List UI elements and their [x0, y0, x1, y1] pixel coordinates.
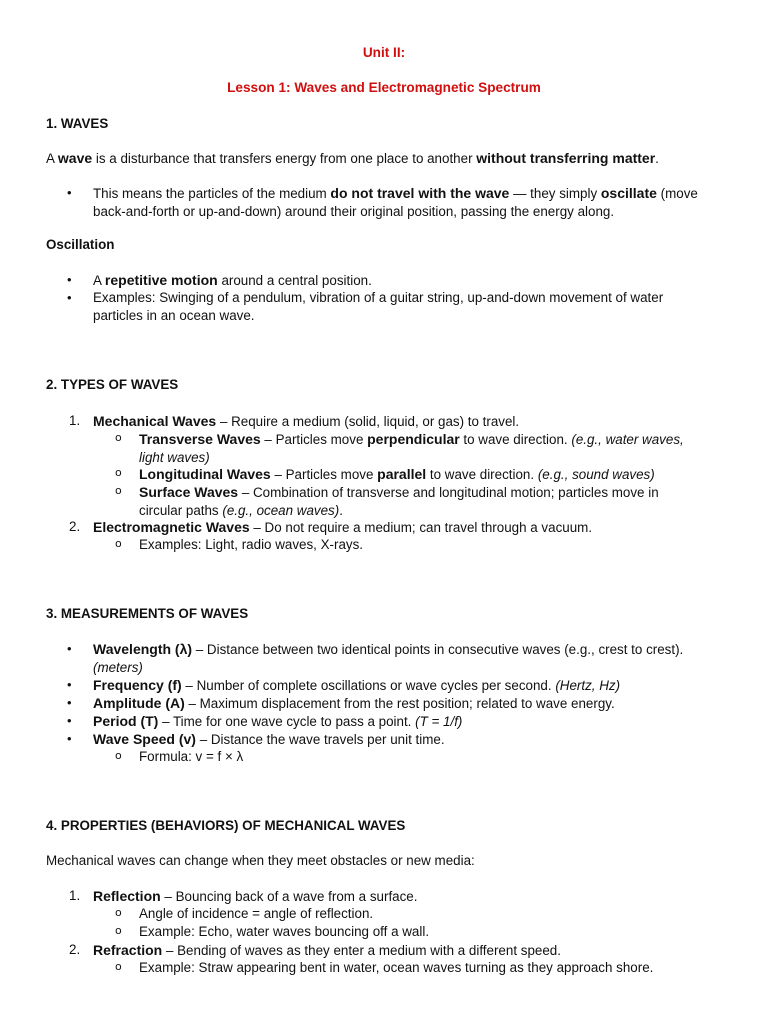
bullet-icon: • [67, 731, 72, 746]
sub-list-item [115, 748, 719, 766]
text: Examples: Light, radio waves, X-rays. [139, 537, 364, 552]
text: – Particles move [270, 467, 378, 482]
term: Period (T) [93, 713, 159, 729]
term-wave: wave [57, 150, 93, 166]
emphasis: without transferring matter [476, 150, 656, 166]
section-measurements-heading: 3. MEASUREMENTS OF WAVES [46, 606, 249, 621]
circle-bullet-icon: o [115, 924, 122, 937]
section-waves-heading: 1. WAVES [46, 116, 109, 131]
sub-list-item [115, 430, 719, 467]
circle-bullet-icon: o [115, 466, 122, 479]
text: . [339, 503, 343, 518]
emphasis: parallel [377, 466, 427, 482]
list-number: 1. [69, 888, 81, 903]
term: Wavelength (λ) [93, 641, 193, 657]
unit-title: Unit II: [362, 45, 406, 60]
unit: (Hertz, Hz) [555, 678, 621, 693]
text: Example: Echo, water waves bouncing off a wall. [139, 924, 430, 939]
text: A [93, 273, 105, 288]
text: Angle of incidence = angle of reflection. [139, 906, 374, 921]
lesson-title: Lesson 1: Waves and Electromagnetic Spectrum [227, 80, 541, 95]
bullet-icon: • [67, 695, 72, 710]
emphasis: oscillate [600, 185, 657, 201]
list-item [69, 941, 733, 960]
section-properties-heading: 4. PROPERTIES (BEHAVIORS) OF MECHANICAL WAVES [46, 818, 406, 833]
section-types-heading: 2. TYPES OF WAVES [46, 377, 179, 392]
term: Refraction [93, 942, 163, 958]
oscillation-heading: Oscillation [46, 237, 115, 252]
list-item [67, 712, 733, 731]
term: Mechanical Waves [93, 413, 217, 429]
formula: Formula: v = f × λ [139, 749, 244, 764]
term: Transverse Waves [139, 431, 261, 447]
text: – Bouncing back of a wave from a surface. [160, 889, 418, 904]
bullet-icon: • [67, 272, 72, 287]
sub-list-item [115, 905, 719, 923]
text: . [655, 151, 659, 166]
text: – Distance the wave travels per unit time. [195, 732, 445, 747]
term: Wave Speed (v) [93, 731, 196, 747]
unit: (T = 1/f) [415, 714, 463, 729]
bullet-icon: • [67, 290, 72, 305]
text: around a central position. [217, 273, 372, 288]
term: Electromagnetic Waves [93, 519, 250, 535]
text: Examples: Swinging of a pendulum, vibration of a guitar string, up-and-down movement of water [93, 290, 664, 305]
list-item [67, 271, 733, 290]
circle-bullet-icon: o [115, 431, 122, 444]
list-number: 2. [69, 519, 81, 534]
list-number: 2. [69, 942, 81, 957]
text: to wave direction. [459, 432, 572, 447]
unit: (meters) [93, 660, 143, 675]
term: Reflection [93, 888, 161, 904]
text: circular paths [139, 503, 223, 518]
list-item [67, 730, 733, 749]
term: Frequency (f) [93, 677, 182, 693]
list-item [67, 676, 733, 695]
text: to wave direction. [426, 467, 538, 482]
term: Surface Waves [139, 484, 239, 500]
list-item [69, 887, 733, 906]
term: Amplitude (A) [93, 695, 185, 711]
text: This means the particles of the medium [93, 186, 331, 201]
text: back-and-forth or up-and-down) around their original position, passing the energy along. [93, 204, 615, 219]
example: (e.g., water waves, [571, 432, 684, 447]
text: – Number of complete oscillations or wave cycles per second. [181, 678, 556, 693]
text: particles in an ocean wave. [93, 308, 255, 323]
circle-bullet-icon: o [115, 906, 122, 919]
term: Longitudinal Waves [139, 466, 271, 482]
circle-bullet-icon: o [115, 960, 122, 973]
list-item [67, 640, 733, 677]
sub-list-item [115, 536, 719, 554]
circle-bullet-icon: o [115, 484, 122, 497]
list-item [69, 412, 733, 431]
text: (move [656, 186, 698, 201]
list-item [67, 184, 733, 221]
text: – Do not require a medium; can travel through a vacuum. [249, 520, 593, 535]
list-item [67, 694, 733, 713]
list-item [67, 289, 733, 325]
properties-intro: Mechanical waves can change when they meet obstacles or new media: [46, 853, 475, 868]
text: – Bending of waves as they enter a medium with a different speed. [162, 943, 561, 958]
text: – Combination of transverse and longitudinal motion; particles move in [238, 485, 659, 500]
bullet-icon: • [67, 185, 72, 200]
sub-list-item [115, 465, 719, 484]
emphasis: repetitive motion [104, 272, 218, 288]
circle-bullet-icon: o [115, 749, 122, 762]
text: – Particles move [260, 432, 368, 447]
text: – Require a medium (solid, liquid, or gas) to travel. [216, 414, 520, 429]
text: A [46, 151, 58, 166]
wave-definition [46, 149, 736, 168]
bullet-icon: • [67, 641, 72, 656]
list-number: 1. [69, 413, 81, 428]
emphasis: do not travel with the wave [330, 185, 510, 201]
example: (e.g., ocean waves) [222, 503, 340, 518]
sub-list-item [115, 923, 719, 941]
list-item [69, 518, 733, 537]
bullet-icon: • [67, 677, 72, 692]
example: (e.g., sound waves) [537, 467, 655, 482]
text: – Distance between two identical points in consecutive waves (e.g., crest to crest). [192, 642, 684, 657]
sub-list-item [115, 483, 719, 520]
text: – Maximum displacement from the rest position; related to wave energy. [184, 696, 615, 711]
text: is a disturbance that transfers energy from one place to another [92, 151, 477, 166]
circle-bullet-icon: o [115, 537, 122, 550]
text: Example: Straw appearing bent in water, ocean waves turning as they approach shore. [139, 960, 654, 975]
sub-list-item [115, 959, 719, 977]
text: – Time for one wave cycle to pass a point. [158, 714, 416, 729]
bullet-icon: • [67, 713, 72, 728]
text: — they simply [509, 186, 601, 201]
emphasis: perpendicular [367, 431, 460, 447]
example: light waves) [139, 450, 210, 465]
